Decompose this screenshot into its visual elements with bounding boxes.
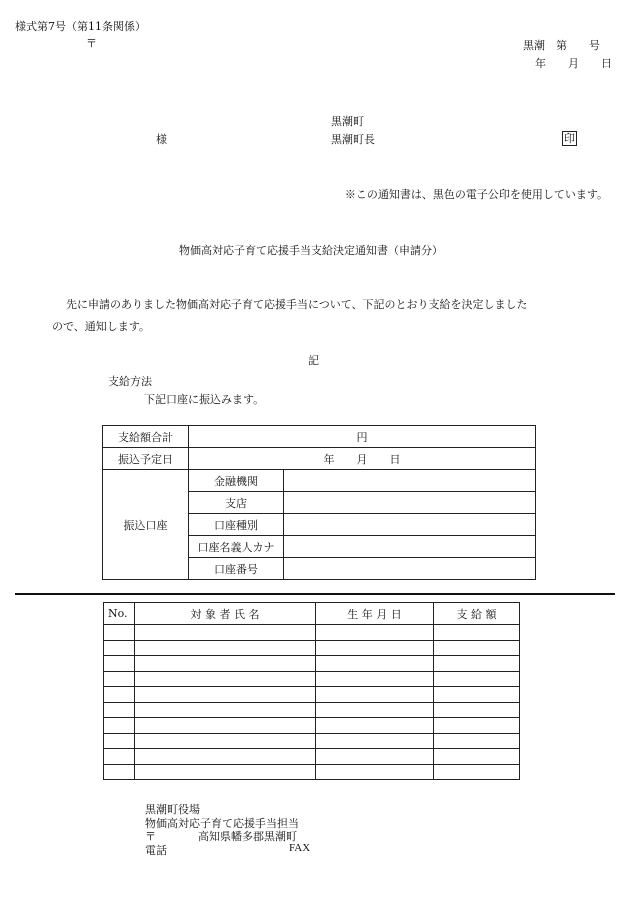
body-line-2: ので、通知します。	[52, 320, 150, 333]
contact-fax-label: FAX	[289, 842, 311, 854]
total-label: 支給額合計	[103, 426, 189, 448]
account-value-branch	[284, 492, 536, 514]
seal-text: 印	[564, 132, 575, 145]
no-cell	[104, 733, 135, 749]
form-number: 様式第7号（第11条関係）	[15, 20, 146, 33]
amount-cell	[434, 656, 520, 672]
birthdate-cell	[316, 625, 434, 641]
date-line: 年 月 日	[535, 57, 612, 70]
no-cell	[104, 749, 135, 765]
amount-cell	[434, 640, 520, 656]
birthdate-cell	[316, 718, 434, 734]
name-cell	[135, 625, 316, 641]
amount-cell	[434, 749, 520, 765]
account-value-number	[284, 558, 536, 580]
name-cell	[135, 749, 316, 765]
total-unit: 円	[189, 426, 536, 448]
method-heading: 支給方法	[108, 375, 152, 388]
name-cell	[135, 718, 316, 734]
postal-mark: 〒	[86, 37, 97, 50]
recipient-suffix: 様	[156, 133, 167, 146]
amount-cell	[434, 687, 520, 703]
birthdate-cell	[316, 733, 434, 749]
amount-cell	[434, 764, 520, 780]
no-cell	[104, 764, 135, 780]
no-cell	[104, 625, 135, 641]
contact-postal-mark: 〒	[145, 830, 156, 843]
no-cell	[104, 702, 135, 718]
no-cell	[104, 656, 135, 672]
header-birthdate: 生 年 月 日	[316, 603, 434, 625]
recipients-header	[104, 603, 520, 625]
birthdate-cell	[316, 749, 434, 765]
issuer-town: 黒潮町	[331, 115, 364, 128]
table-row	[104, 656, 520, 672]
method-text: 下記口座に振込みます。	[144, 393, 265, 406]
recipient-rows	[104, 625, 520, 780]
account-field-bank: 金融機関	[189, 470, 284, 492]
recipients-table	[103, 602, 520, 780]
contact-dept: 物価高対応子育て応援手当担当	[145, 817, 299, 830]
table-row	[104, 733, 520, 749]
date-row	[103, 448, 536, 470]
amount-cell	[434, 625, 520, 641]
birthdate-cell	[316, 671, 434, 687]
transfer-date-label: 振込予定日	[103, 448, 189, 470]
page-title: 物価高対応子育て応援手当支給決定通知書（申請分）	[179, 244, 443, 257]
header-name: 対 象 者 氏 名	[135, 603, 316, 625]
header-no: No.	[104, 603, 135, 625]
contact-office: 黒潮町役場	[145, 803, 200, 816]
issuer-mayor: 黒潮町長	[331, 133, 375, 146]
birthdate-cell	[316, 764, 434, 780]
name-cell	[135, 656, 316, 672]
table-row	[104, 702, 520, 718]
account-value-bank	[284, 470, 536, 492]
name-cell	[135, 687, 316, 703]
transfer-date-value: 年 月 日	[189, 448, 536, 470]
account-value-holder-kana	[284, 536, 536, 558]
name-cell	[135, 702, 316, 718]
account-field-branch: 支店	[189, 492, 284, 514]
account-field-type: 口座種別	[189, 514, 284, 536]
table-row	[104, 718, 520, 734]
amount-cell	[434, 733, 520, 749]
table-row	[104, 625, 520, 641]
contact-phone-label: 電話	[145, 844, 167, 857]
table-row	[104, 749, 520, 765]
amount-cell	[434, 718, 520, 734]
table-row	[104, 671, 520, 687]
doc-number: 黒潮 第 号	[523, 39, 600, 52]
name-cell	[135, 671, 316, 687]
amount-cell	[434, 671, 520, 687]
account-label: 振込口座	[103, 470, 189, 580]
account-field-number: 口座番号	[189, 558, 284, 580]
table-row	[104, 640, 520, 656]
account-field-holder-kana: 口座名義人カナ	[189, 536, 284, 558]
no-cell	[104, 671, 135, 687]
no-cell	[104, 687, 135, 703]
payment-table	[102, 425, 536, 580]
birthdate-cell	[316, 656, 434, 672]
body-line-1: 先に申請のありました物価高対応子育て応援手当について、下記のとおり支給を決定しました	[66, 298, 528, 311]
birthdate-cell	[316, 687, 434, 703]
name-cell	[135, 733, 316, 749]
name-cell	[135, 640, 316, 656]
contact-address: 高知県幡多郡黒潮町	[198, 830, 297, 843]
table-row	[104, 764, 520, 780]
birthdate-cell	[316, 702, 434, 718]
header-amount: 支 給 額	[434, 603, 520, 625]
notice-seal: ※この通知書は、黒色の電子公印を使用しています。	[344, 188, 608, 201]
table-row	[104, 687, 520, 703]
birthdate-cell	[316, 640, 434, 656]
account-value-type	[284, 514, 536, 536]
amount-cell	[434, 702, 520, 718]
seal-mark	[562, 130, 577, 146]
ki-mark: 記	[308, 354, 319, 367]
divider	[15, 593, 615, 595]
name-cell	[135, 764, 316, 780]
total-row	[103, 426, 536, 448]
no-cell	[104, 640, 135, 656]
no-cell	[104, 718, 135, 734]
